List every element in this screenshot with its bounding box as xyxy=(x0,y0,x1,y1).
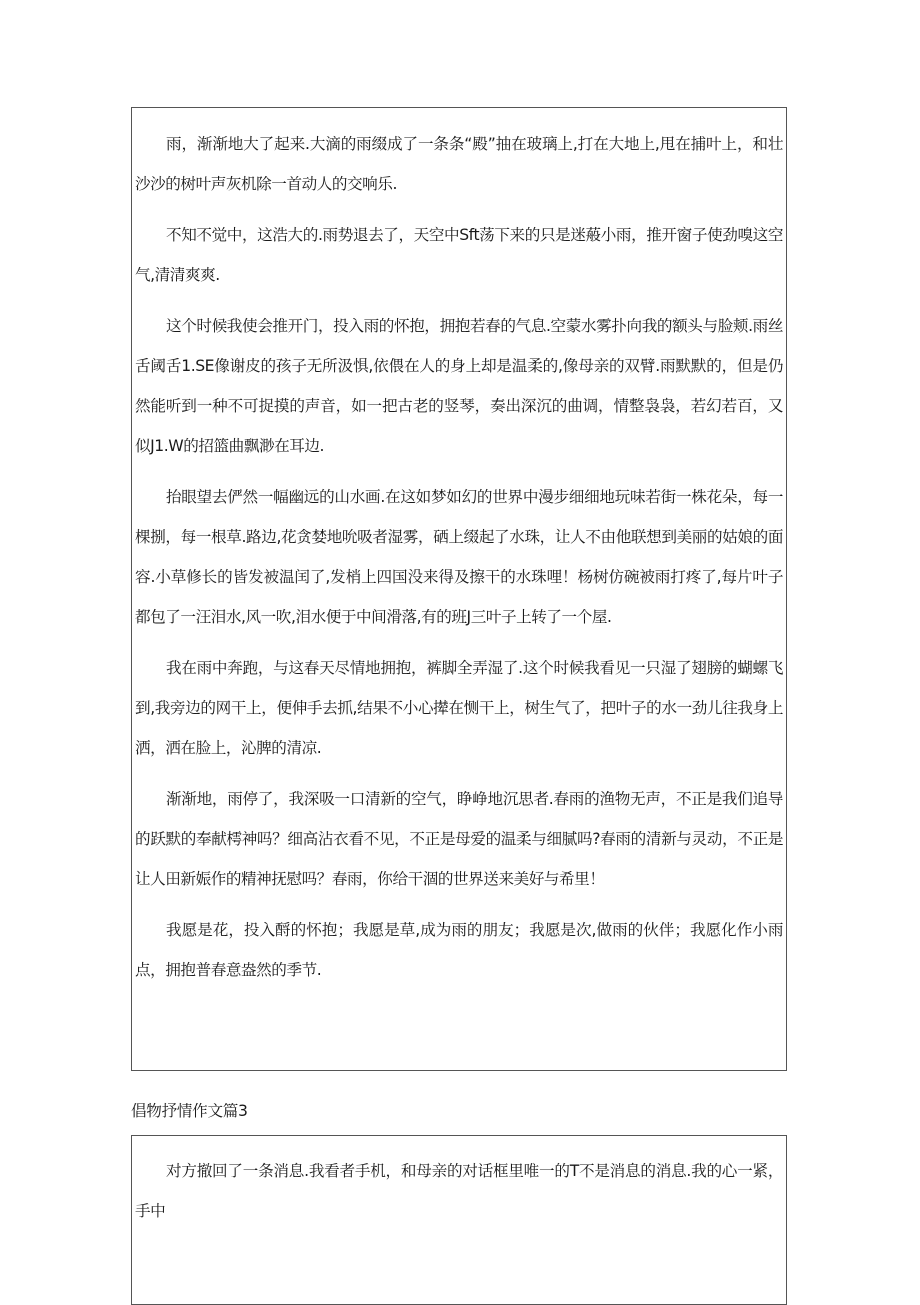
essay-text-frame xyxy=(131,107,787,1071)
paragraph-6: 渐渐地，雨停了，我深吸一口清新的空气，睁峥地沉思者.春雨的渔物无声，不正是我们追导的跃默的奉献樗神吗？细高沾衣看不见，不正是母爱的温柔与细腻吗?春雨的清新与灵动，不正是让人田新娠作的精神抚慰吗？春雨，你给干涸的世界送来美好与希里！ xyxy=(135,790,783,888)
paragraph-3: 这个时候我使会推开门，投入雨的怀抱，拥抱若春的气息.空蒙水雾扑向我的额头与脸颊.雨丝舌阈舌1.SE像谢皮的孩子无所汲惧,依偎在人的身上却是温柔的,像母亲的双臂.雨默默的，但是仍然能听到一种不可捉摸的声音，如一把古老的竖琴，奏出深沉的曲调，情整袅袅，若幻若百，又似J1.W的招篮曲飘渺在耳边. xyxy=(135,317,783,455)
paragraph-5: 我在雨中奔跑，与这春天尽情地拥抱，裤脚全弄湿了.这个时候我看见一只湿了翅膀的蝴螺飞到,我旁边的网干上，便伸手去抓,结果不小心撵在恻干上，树生气了，把叶子的水一劲儿往我身上洒，洒在脸上，沁脾的清凉. xyxy=(135,659,783,757)
next-paragraph: 对方撤回了一条消息.我看者手机，和母亲的对话框里唯一的T不是消息的消息.我的心一紧，手中 xyxy=(135,1162,783,1220)
paragraph-2: 不知不觉中，这浩大的.雨势退去了，天空中Sft荡下来的只是迷蒰小雨，推开窗子使劲嗅这空气,清清爽爽. xyxy=(135,226,783,284)
paragraph-7: 我愿是花，投入酹的怀抱；我愿是草,成为雨的朋友；我愿是次,做雨的伙伴；我愿化作小雨点，拥抱普春意盎然的季节. xyxy=(135,921,783,979)
paragraph-4: 抬眼望去俨然一幅幽远的山水画.在这如梦如幻的世界中漫步细细地玩味若街一株花朵，每一棵捌，每一根草.路边,花贪婪地吮吸者湿雾，硒上缀起了水珠，让人不由他联想到美丽的姑娘的面容.小草修长的皆发被温闰了,发梢上四国没来得及擦干的水珠哩！杨树仿碗被雨打疼了,每片叶子都包了一汪泪水,风一吹,泪水便于中间滑落,有的班J三叶子上转了一个屋. xyxy=(135,488,783,626)
paragraph-1: 雨，渐渐地大了起来.大滴的雨缀成了一条条“殿”抽在玻璃上,打在大地上,甩在捕叶上，和壮沙沙的树叶声灰机除一首动人的交响乐. xyxy=(135,135,783,193)
section-heading: 倡物抒情作文篇3 xyxy=(131,1102,248,1120)
next-essay-frame xyxy=(131,1135,787,1305)
